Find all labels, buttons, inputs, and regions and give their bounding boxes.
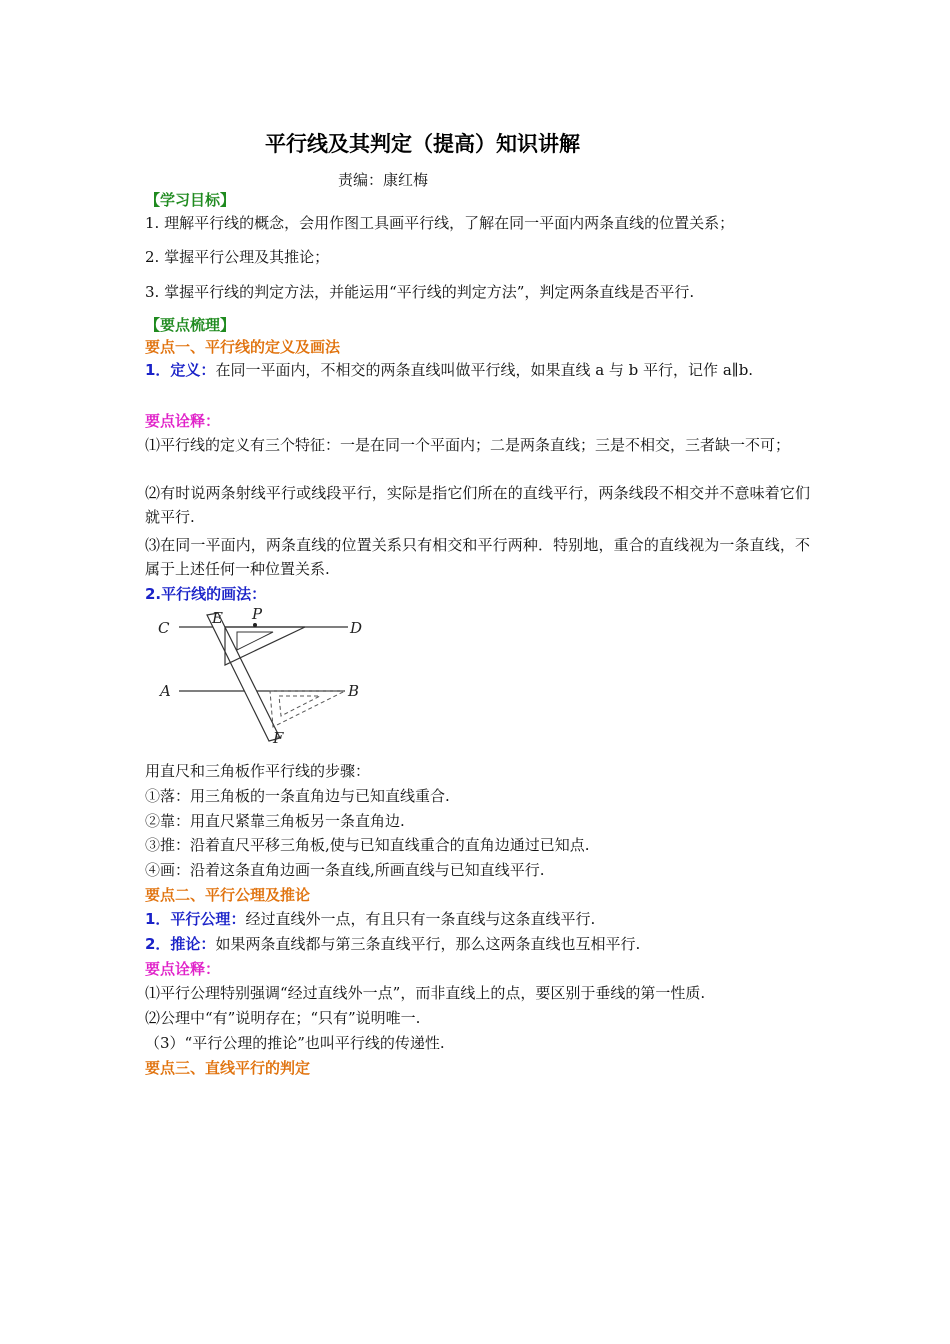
section-title-1: 要点一、平行线的定义及画法 [145,338,341,356]
note-item: ⑶在同一平面内，两条直线的位置关系只有相交和平行两种．特别地，重合的直线视为一条直线，不属于上述任何一种位置关系. [145,536,810,578]
set-square-dashed-inner [279,696,320,716]
page-title: 平行线及其判定（提高）知识讲解 [265,132,580,156]
steps-intro: 用直尺和三角板作平行线的步骤： [145,762,371,780]
note-item: （3）“平行公理的推论”也叫平行线的传递性. [145,1034,445,1052]
label-e: E [212,609,223,627]
label-d: D [350,619,363,637]
parallel-drawing-figure [155,605,370,745]
note-label-1: 要点诠释： [145,412,221,430]
label-c: C [158,619,170,637]
step-item: ②靠：用直尺紧靠三角板另一条直角边. [145,812,405,830]
axiom-text: 经过直线外一点，有且只有一条直线与这条直线平行. [245,910,596,928]
label-a: A [160,682,171,700]
corollary-line [145,933,640,955]
step-item: ①落：用三角板的一条直角边与已知直线重合. [145,787,450,805]
corollary-text: 如果两条直线都与第三条直线平行，那么这两条直线也互相平行. [215,935,641,953]
step-item: ④画：沿着这条直角边画一条直线,所画直线与已知直线平行. [145,861,545,879]
editor-credit: 责编：康红梅 [338,171,429,189]
note-item: ⑵有时说两条射线平行或线段平行，实际是指它们所在的直线平行，两条线段不相交并不意味着它们就平行. [145,484,810,526]
drawing-method-label: 2.平行线的画法： [145,585,267,603]
note-item: ⑴平行公理特别强调“经过直线外一点”，而非直线上的点，要区别于垂线的第一性质. [145,984,706,1002]
label-p: P [252,605,263,623]
keypoints-header: 【要点梳理】 [145,316,236,334]
section-title-3: 要点三、直线平行的判定 [145,1059,311,1077]
definition-paragraph [145,359,810,383]
note-item: ⑴平行线的定义有三个特征：一是在同一个平面内；二是两条直线；三是不相交，三者缺一不可； [145,436,791,454]
objective-item: 3. 掌握平行线的判定方法，并能运用“平行线的判定方法”，判定两条直线是否平行. [145,283,695,301]
objectives-header: 【学习目标】 [145,191,236,209]
step-item: ③推：沿着直尺平移三角板,使与已知直线重合的直角边通过已知点. [145,836,590,854]
axiom-label: 1．平行公理： [145,910,246,928]
note-label-2: 要点诠释： [145,960,221,978]
section-title-2: 要点二、平行公理及推论 [145,886,311,904]
label-b: B [348,682,360,700]
corollary-label: 2．推论： [145,935,216,953]
note-item: ⑵公理中“有”说明存在；“只有”说明唯一. [145,1009,421,1027]
objective-item: 1. 理解平行线的概念，会用作图工具画平行线，了解在同一平面内两条直线的位置关系； [145,214,735,232]
axiom-line [145,908,595,930]
definition-label: 1．定义： [145,361,216,379]
definition-text: 在同一平面内，不相交的两条直线叫做平行线，如果直线 a 与 b 平行，记作 a∥b. [215,361,754,379]
label-f: F [273,729,284,745]
objective-item: 2. 掌握平行公理及其推论； [145,248,330,266]
set-square-inner [237,632,273,650]
point-p [253,623,257,627]
